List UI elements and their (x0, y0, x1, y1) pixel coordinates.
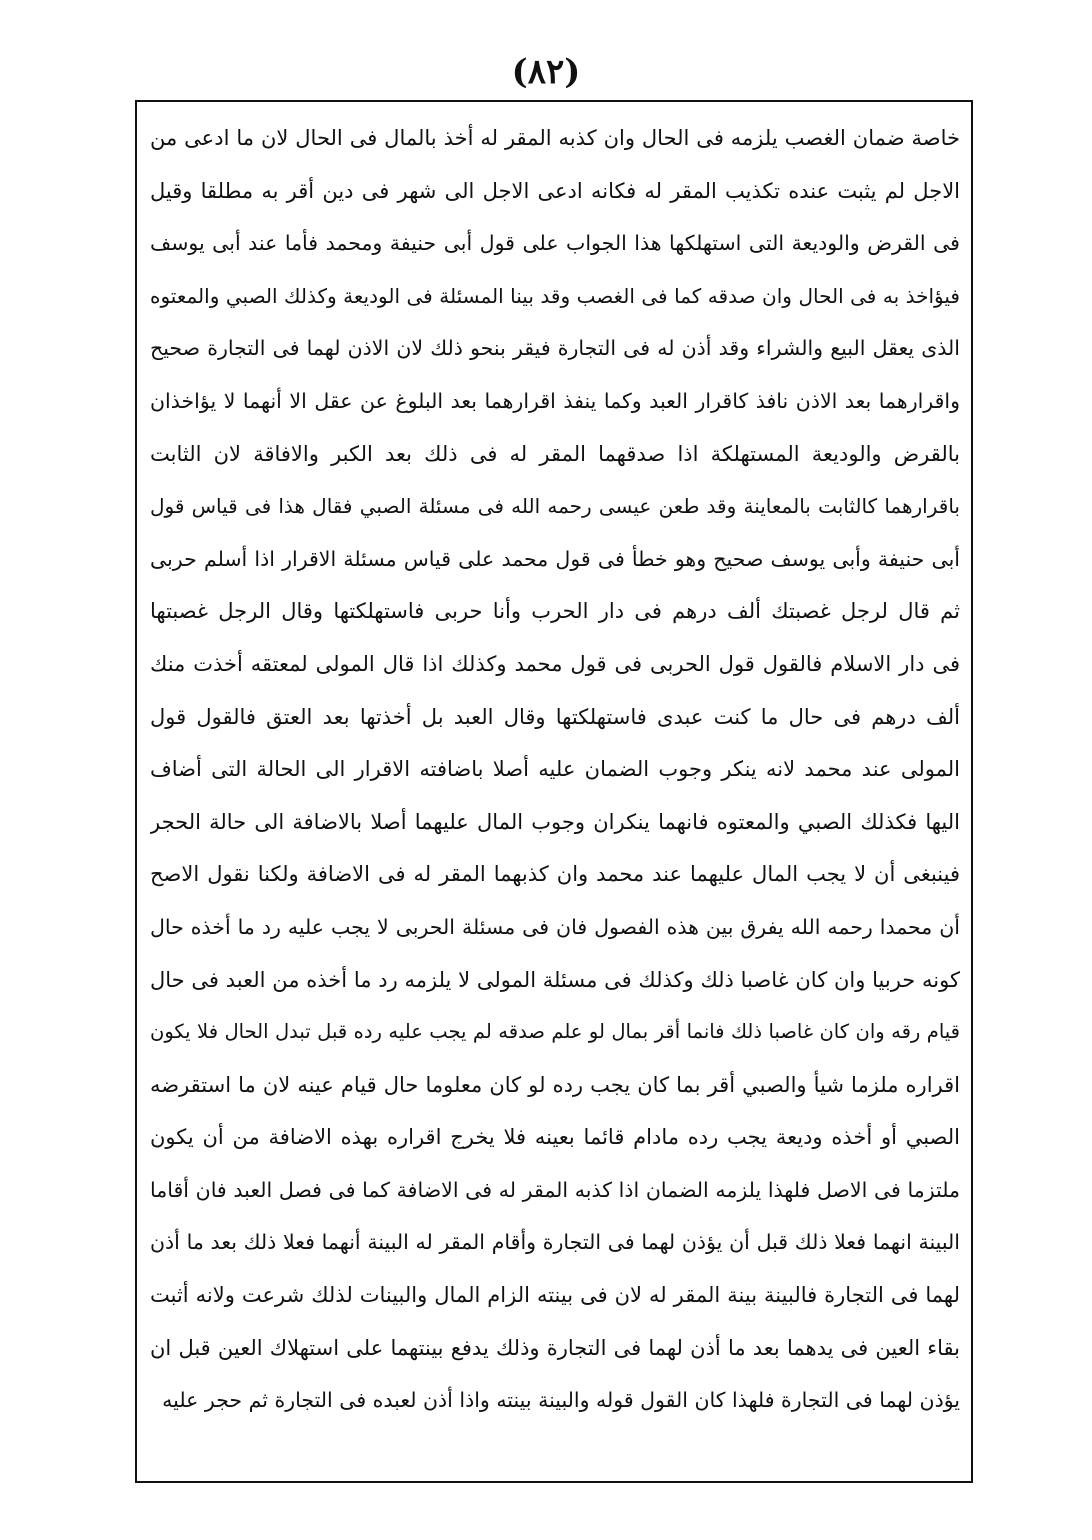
text-line: كونه حربيا وان كان غاصبا ذلك وكذلك فى مسئلة المولى لا يلزمه رد ما أخذه من العبد فى حال (150, 967, 960, 992)
text-body (150, 112, 960, 1427)
text-line: اقراره ملزما شيأ والصبي أقر بما كان يجب رده لو كان معلوما حال قيام عينه لان ما استقرضه (150, 1072, 960, 1097)
text-line: فى دار الاسلام فالقول قول الحربى فى قول محمد وكذلك اذا قال المولى لمعتقه أخذت منك (150, 651, 960, 676)
text-line: باقرارهما كالثابت بالمعاينة وقد طعن عيسى رحمه الله فى مسئلة الصبي فقال هذا فى قياس قول (150, 494, 960, 519)
text-line: فيؤاخذ به فى الحال وان صدقه كما فى الغصب وقد بينا المسئلة فى الوديعة وكذلك الصبي والمعتوه (150, 283, 960, 308)
text-line: خاصة ضمان الغصب يلزمه فى الحال وان كذبه المقر له أخذ بالمال فى الحال لان ما ادعى من (150, 126, 960, 150)
text-line: البينة انهما فعلا ذلك قبل أن يؤذن لهما فى التجارة وأقام المقر له البينة أنهما فعلا ذلك بعد ما أذن (150, 1230, 960, 1255)
text-line: ثم قال لرجل غصبتك ألف درهم فى دار الحرب وأنا حربى فاستهلكتها وقال الرجل غصبتها (150, 599, 960, 624)
text-line: ألف درهم فى حال ما كنت عبدى فاستهلكتها وقال العبد بل أخذتها بعد العتق فالقول قول (150, 704, 960, 729)
text-line: المولى عند محمد لانه ينكر وجوب الضمان عليه أصلا باضافته الاقرار الى الحالة التى أضاف (150, 757, 960, 782)
text-line: أبى حنيفة وأبى يوسف صحيح وهو خطأ فى قول محمد على قياس مسئلة الاقرار اذا أسلم حربى (150, 546, 960, 571)
page-number: (٨٢) (511, 52, 581, 92)
text-line: الصبي أو أخذه وديعة يجب رده مادام قائما بعينه فلا يخرج اقراره بهذه الاضافة من أن يكون (150, 1125, 960, 1150)
text-line: فى القرض والوديعة التى استهلكها هذا الجواب على قول أبى حنيفة ومحمد فأما عند أبى يوسف (150, 231, 960, 256)
text-line: الذى يعقل البيع والشراء وقد أذن له فى التجارة فيقر بنحو ذلك لان الاذن لهما فى التجارة صحيح (150, 336, 960, 361)
text-line: يؤذن لهما فى التجارة فلهذا كان القول قوله والبينة بينته واذا أذن لعبده فى التجارة ثم حجر عليه (162, 1388, 960, 1413)
text-line: أن محمدا رحمه الله يفرق بين هذه الفصول فان فى مسئلة الحربى لا يجب عليه رد ما أخذه حال (150, 914, 960, 939)
text-line: فينبغى أن لا يجب المال عليهما عند محمد وان كذبهما المقر له فى الاضافة ولكنا نقول الاصح (150, 862, 960, 887)
text-line: بقاء العين فى يدهما بعد ما أذن لهما فى التجارة وذلك يدفع بينتهما على استهلاك العين قبل ان (150, 1335, 960, 1360)
text-line: لهما فى التجارة فالبينة بينة المقر له لان فى بينته الزام المال والبينات لذلك شرعت ولانه أثبت (150, 1283, 960, 1308)
text-line: قيام رقه وان كان غاصبا ذلك فانما أقر بمال لو علم صدقه لم يجب عليه رده قبل تبدل الحال فلا يكون (150, 1020, 960, 1044)
text-line: ملتزما فى الاصل فلهذا يلزمه الضمان اذا كذبه المقر له فى الاضافة كما فى فصل العبد فان أقاما (150, 1177, 960, 1202)
text-line: بالقرض والوديعة المستهلكة اذا صدقهما المقر له فى ذلك بعد الكبر والافاقة لان الثابت (150, 441, 960, 466)
text-line: الاجل لم يثبت عنده تكذيب المقر له فكانه ادعى الاجل الى شهر فى دين أقر به مطلقا وقيل (150, 178, 960, 203)
text-line: واقرارهما بعد الاذن نافذ كاقرار العبد وكما ينفذ اقرارهما بعد البلوغ عن عقل الا أنهما لا يؤاخذان (150, 388, 960, 413)
text-line: اليها فكذلك الصبي والمعتوه فانهما ينكران وجوب المال عليهما أصلا بالاضافة الى حالة الحجر (150, 809, 960, 834)
